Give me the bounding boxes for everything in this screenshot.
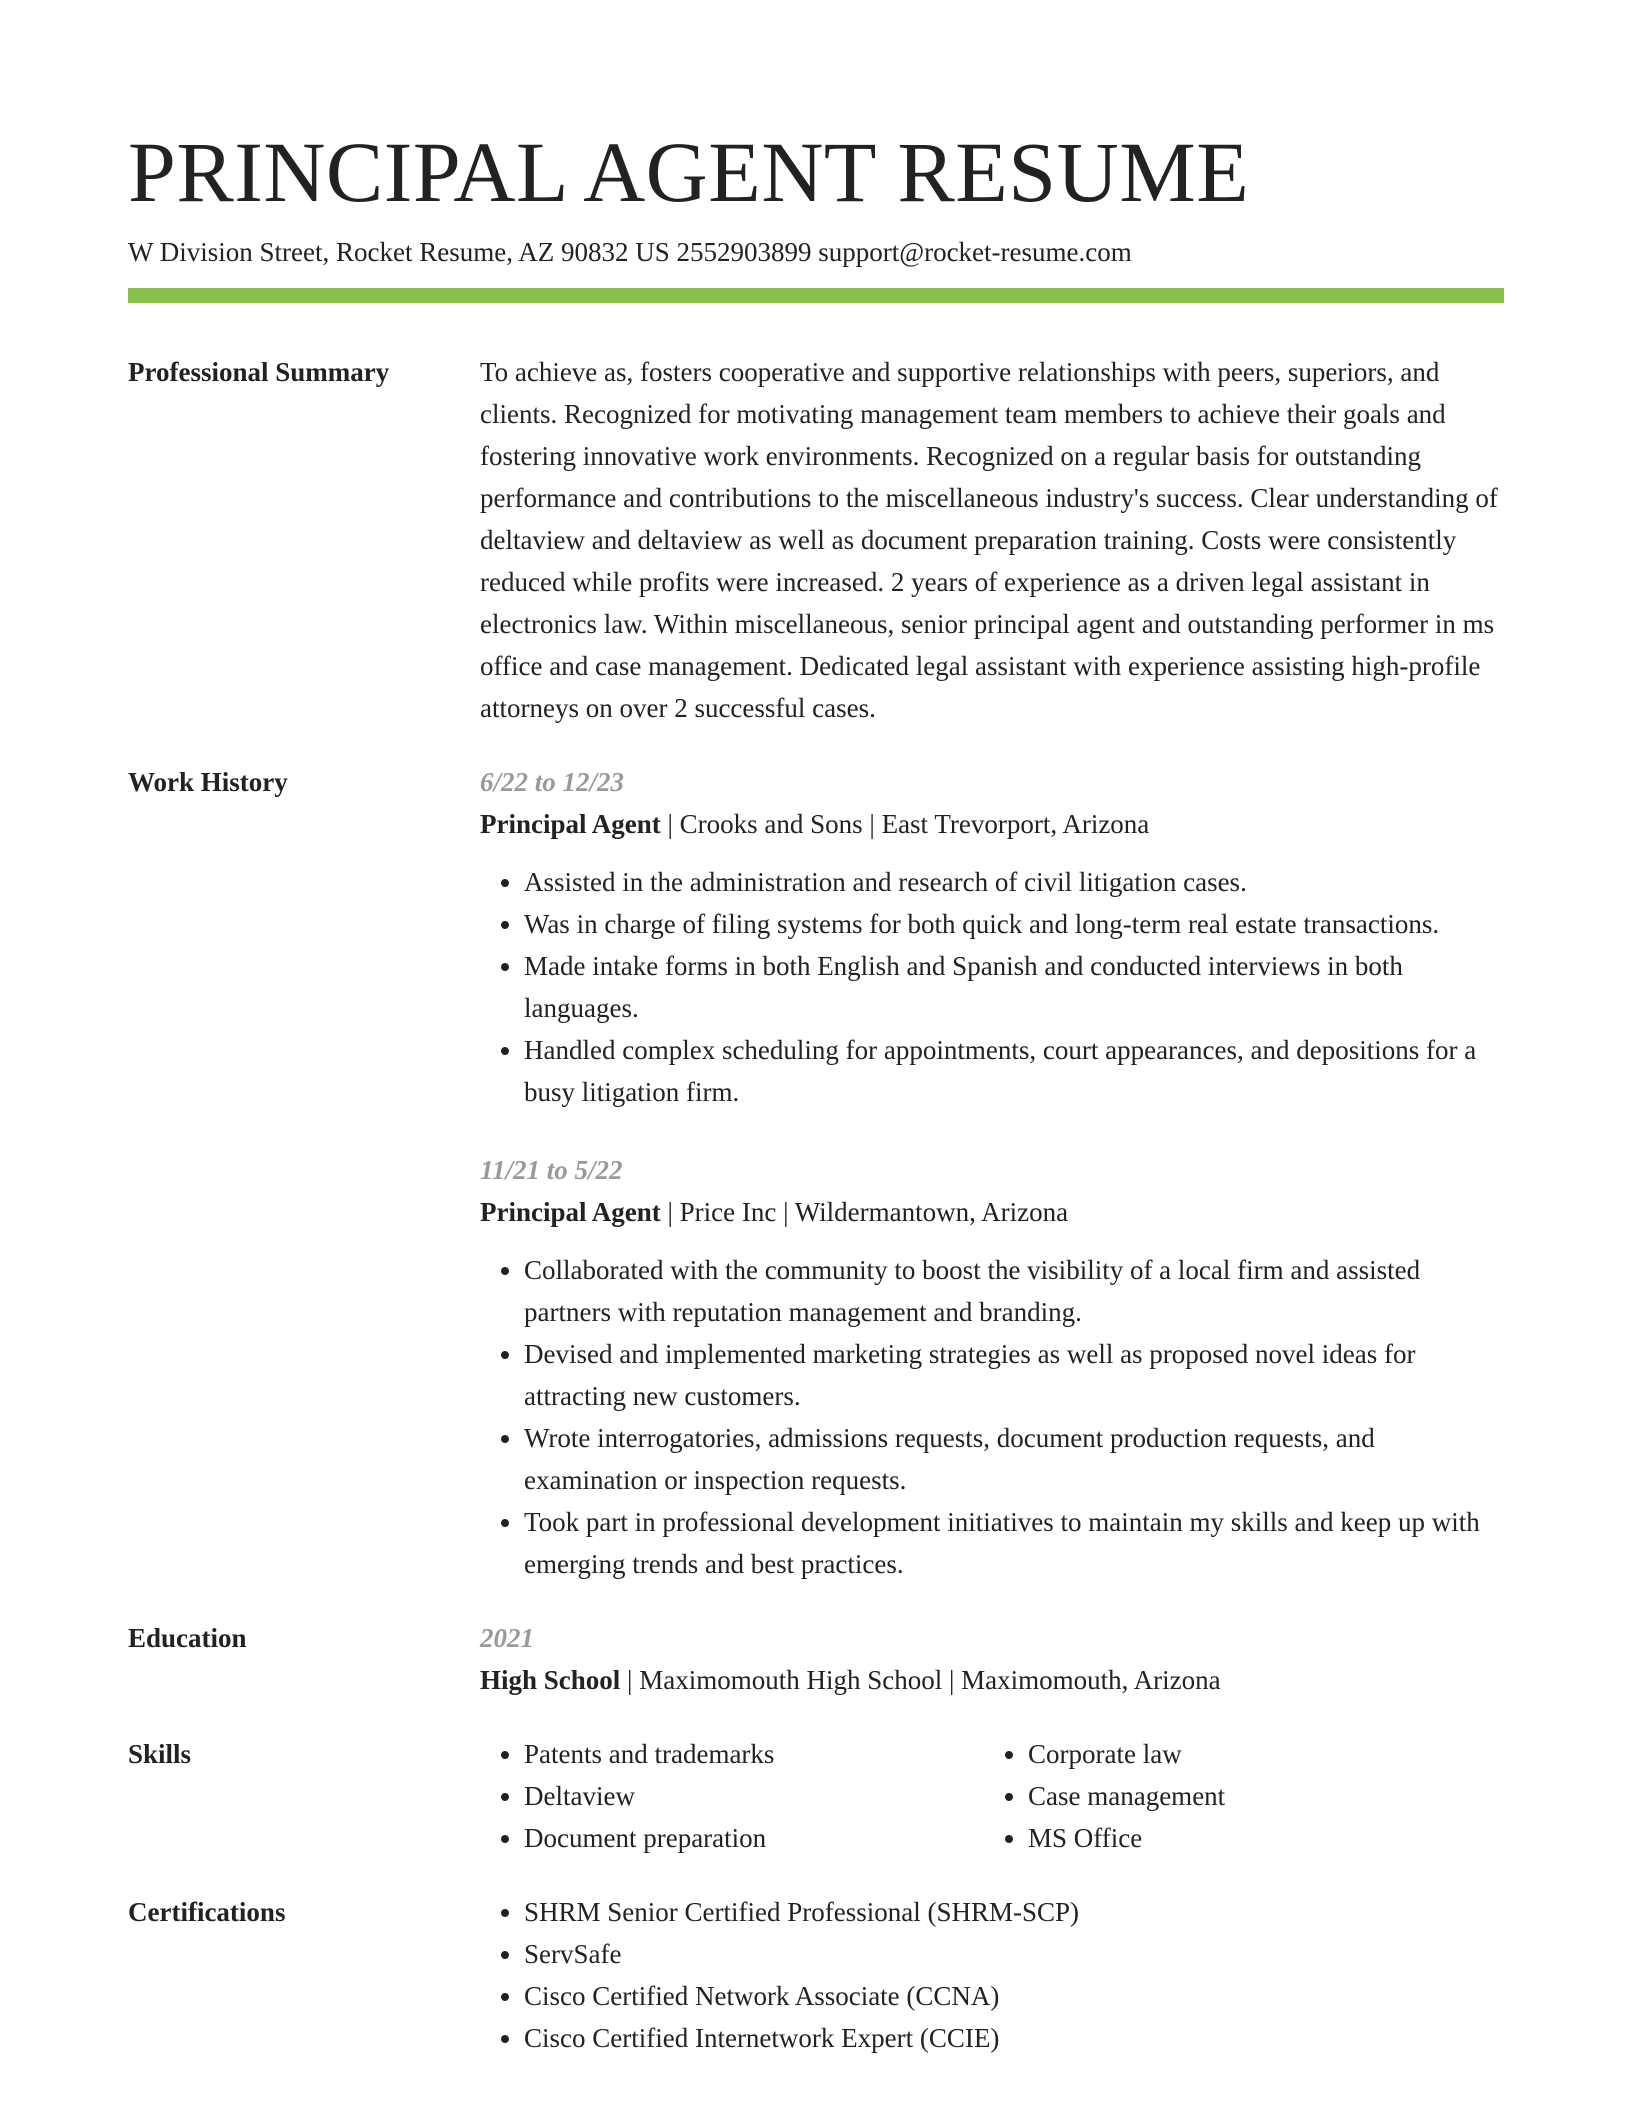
list-item: • Cisco Certified Network Associate (CCNA) bbox=[524, 1975, 1504, 2017]
list-item: • Case management bbox=[1028, 1775, 1488, 1817]
section-label-work-history: Work History bbox=[128, 767, 288, 797]
section-label-summary: Professional Summary bbox=[128, 357, 390, 387]
section-label-certifications: Certifications bbox=[128, 1897, 286, 1927]
summary-text: To achieve as, fosters cooperative and supportive relationships with peers, superiors, and clients. Recognized for motivating management team members to achieve their goals and fostering innovative work environments. Recognized on a regular basis for outstanding performance and contributions to the miscellaneous industry's success. Clear understanding of deltaview and deltaview as well as document preparation training. Costs were consistently reduced while profits were increased. 2 years of experience as a driven legal assistant in electronics law. Within miscellaneous, senior principal agent and outstanding performer in ms office and case management. Dedicated legal assistant with experience assisting high-profile attorneys on over 2 successful cases. bbox=[480, 357, 1498, 723]
section-label-education: Education bbox=[128, 1623, 247, 1653]
certifications-list bbox=[480, 1891, 1504, 2059]
education-date: 2021 bbox=[480, 1623, 534, 1653]
list-item: • Wrote interrogatories, admissions requests, document production requests, and examination or inspection requests. bbox=[524, 1417, 1504, 1501]
skills-list-right bbox=[984, 1733, 1488, 1859]
list-item: • Cisco Certified Internetwork Expert (CCIE) bbox=[524, 2017, 1504, 2059]
list-item: • Took part in professional development initiatives to maintain my skills and keep up with emerging trends and best practices. bbox=[524, 1501, 1504, 1585]
certifications-content bbox=[480, 1891, 1504, 2059]
job-title: Principal Agent bbox=[480, 1197, 661, 1227]
work-history-content bbox=[480, 761, 1504, 1585]
contact-info: W Division Street, Rocket Resume, AZ 90832 US 2552903899 support@rocket-resume.com bbox=[128, 237, 1132, 267]
section-summary bbox=[128, 351, 1504, 729]
section-skills bbox=[128, 1733, 1504, 1859]
skills-content bbox=[480, 1733, 1504, 1859]
job-details: | Crooks and Sons | East Trevorport, Arizona bbox=[660, 809, 1150, 839]
job-bullets bbox=[480, 861, 1504, 1113]
list-item: • Made intake forms in both English and Spanish and conducted interviews in both languages. bbox=[524, 945, 1504, 1029]
resume-title: PRINCIPAL AGENT RESUME bbox=[128, 124, 1250, 220]
header-divider bbox=[128, 288, 1504, 303]
section-certifications bbox=[128, 1891, 1504, 2059]
job-heading bbox=[480, 803, 1504, 845]
list-item: • ServSafe bbox=[524, 1933, 1504, 1975]
job-date: 6/22 to 12/23 bbox=[480, 767, 625, 797]
list-item: • Assisted in the administration and research of civil litigation cases. bbox=[524, 861, 1504, 903]
job-date: 11/21 to 5/22 bbox=[480, 1155, 623, 1185]
education-content bbox=[480, 1617, 1504, 1701]
list-item: • Collaborated with the community to boost the visibility of a local firm and assisted partners with reputation management and branding. bbox=[524, 1249, 1504, 1333]
job-heading bbox=[480, 1191, 1504, 1233]
list-item: • Document preparation bbox=[524, 1817, 984, 1859]
list-item: • Handled complex scheduling for appointments, court appearances, and depositions for a busy litigation firm. bbox=[524, 1029, 1504, 1113]
job-details: | Price Inc | Wildermantown, Arizona bbox=[660, 1197, 1069, 1227]
job-entry bbox=[480, 761, 1504, 1113]
section-label-skills: Skills bbox=[128, 1739, 192, 1769]
list-item: • Was in charge of filing systems for both quick and long-term real estate transactions. bbox=[524, 903, 1504, 945]
skills-list-left bbox=[480, 1733, 984, 1859]
list-item: • SHRM Senior Certified Professional (SHRM-SCP) bbox=[524, 1891, 1504, 1933]
section-work-history bbox=[128, 761, 1504, 1585]
section-education bbox=[128, 1617, 1504, 1701]
list-item: • Deltaview bbox=[524, 1775, 984, 1817]
skills-grid bbox=[480, 1733, 1504, 1859]
job-entry bbox=[480, 1149, 1504, 1585]
list-item: • Devised and implemented marketing strategies as well as proposed novel ideas for attracting new customers. bbox=[524, 1333, 1504, 1417]
education-heading bbox=[480, 1659, 1504, 1701]
job-title: Principal Agent bbox=[480, 809, 661, 839]
list-item: • Corporate law bbox=[1028, 1733, 1488, 1775]
education-degree: High School bbox=[480, 1665, 621, 1695]
education-details: | Maximomouth High School | Maximomouth, Arizona bbox=[620, 1665, 1221, 1695]
list-item: • Patents and trademarks bbox=[524, 1733, 984, 1775]
list-item: • MS Office bbox=[1028, 1817, 1488, 1859]
job-bullets bbox=[480, 1249, 1504, 1585]
